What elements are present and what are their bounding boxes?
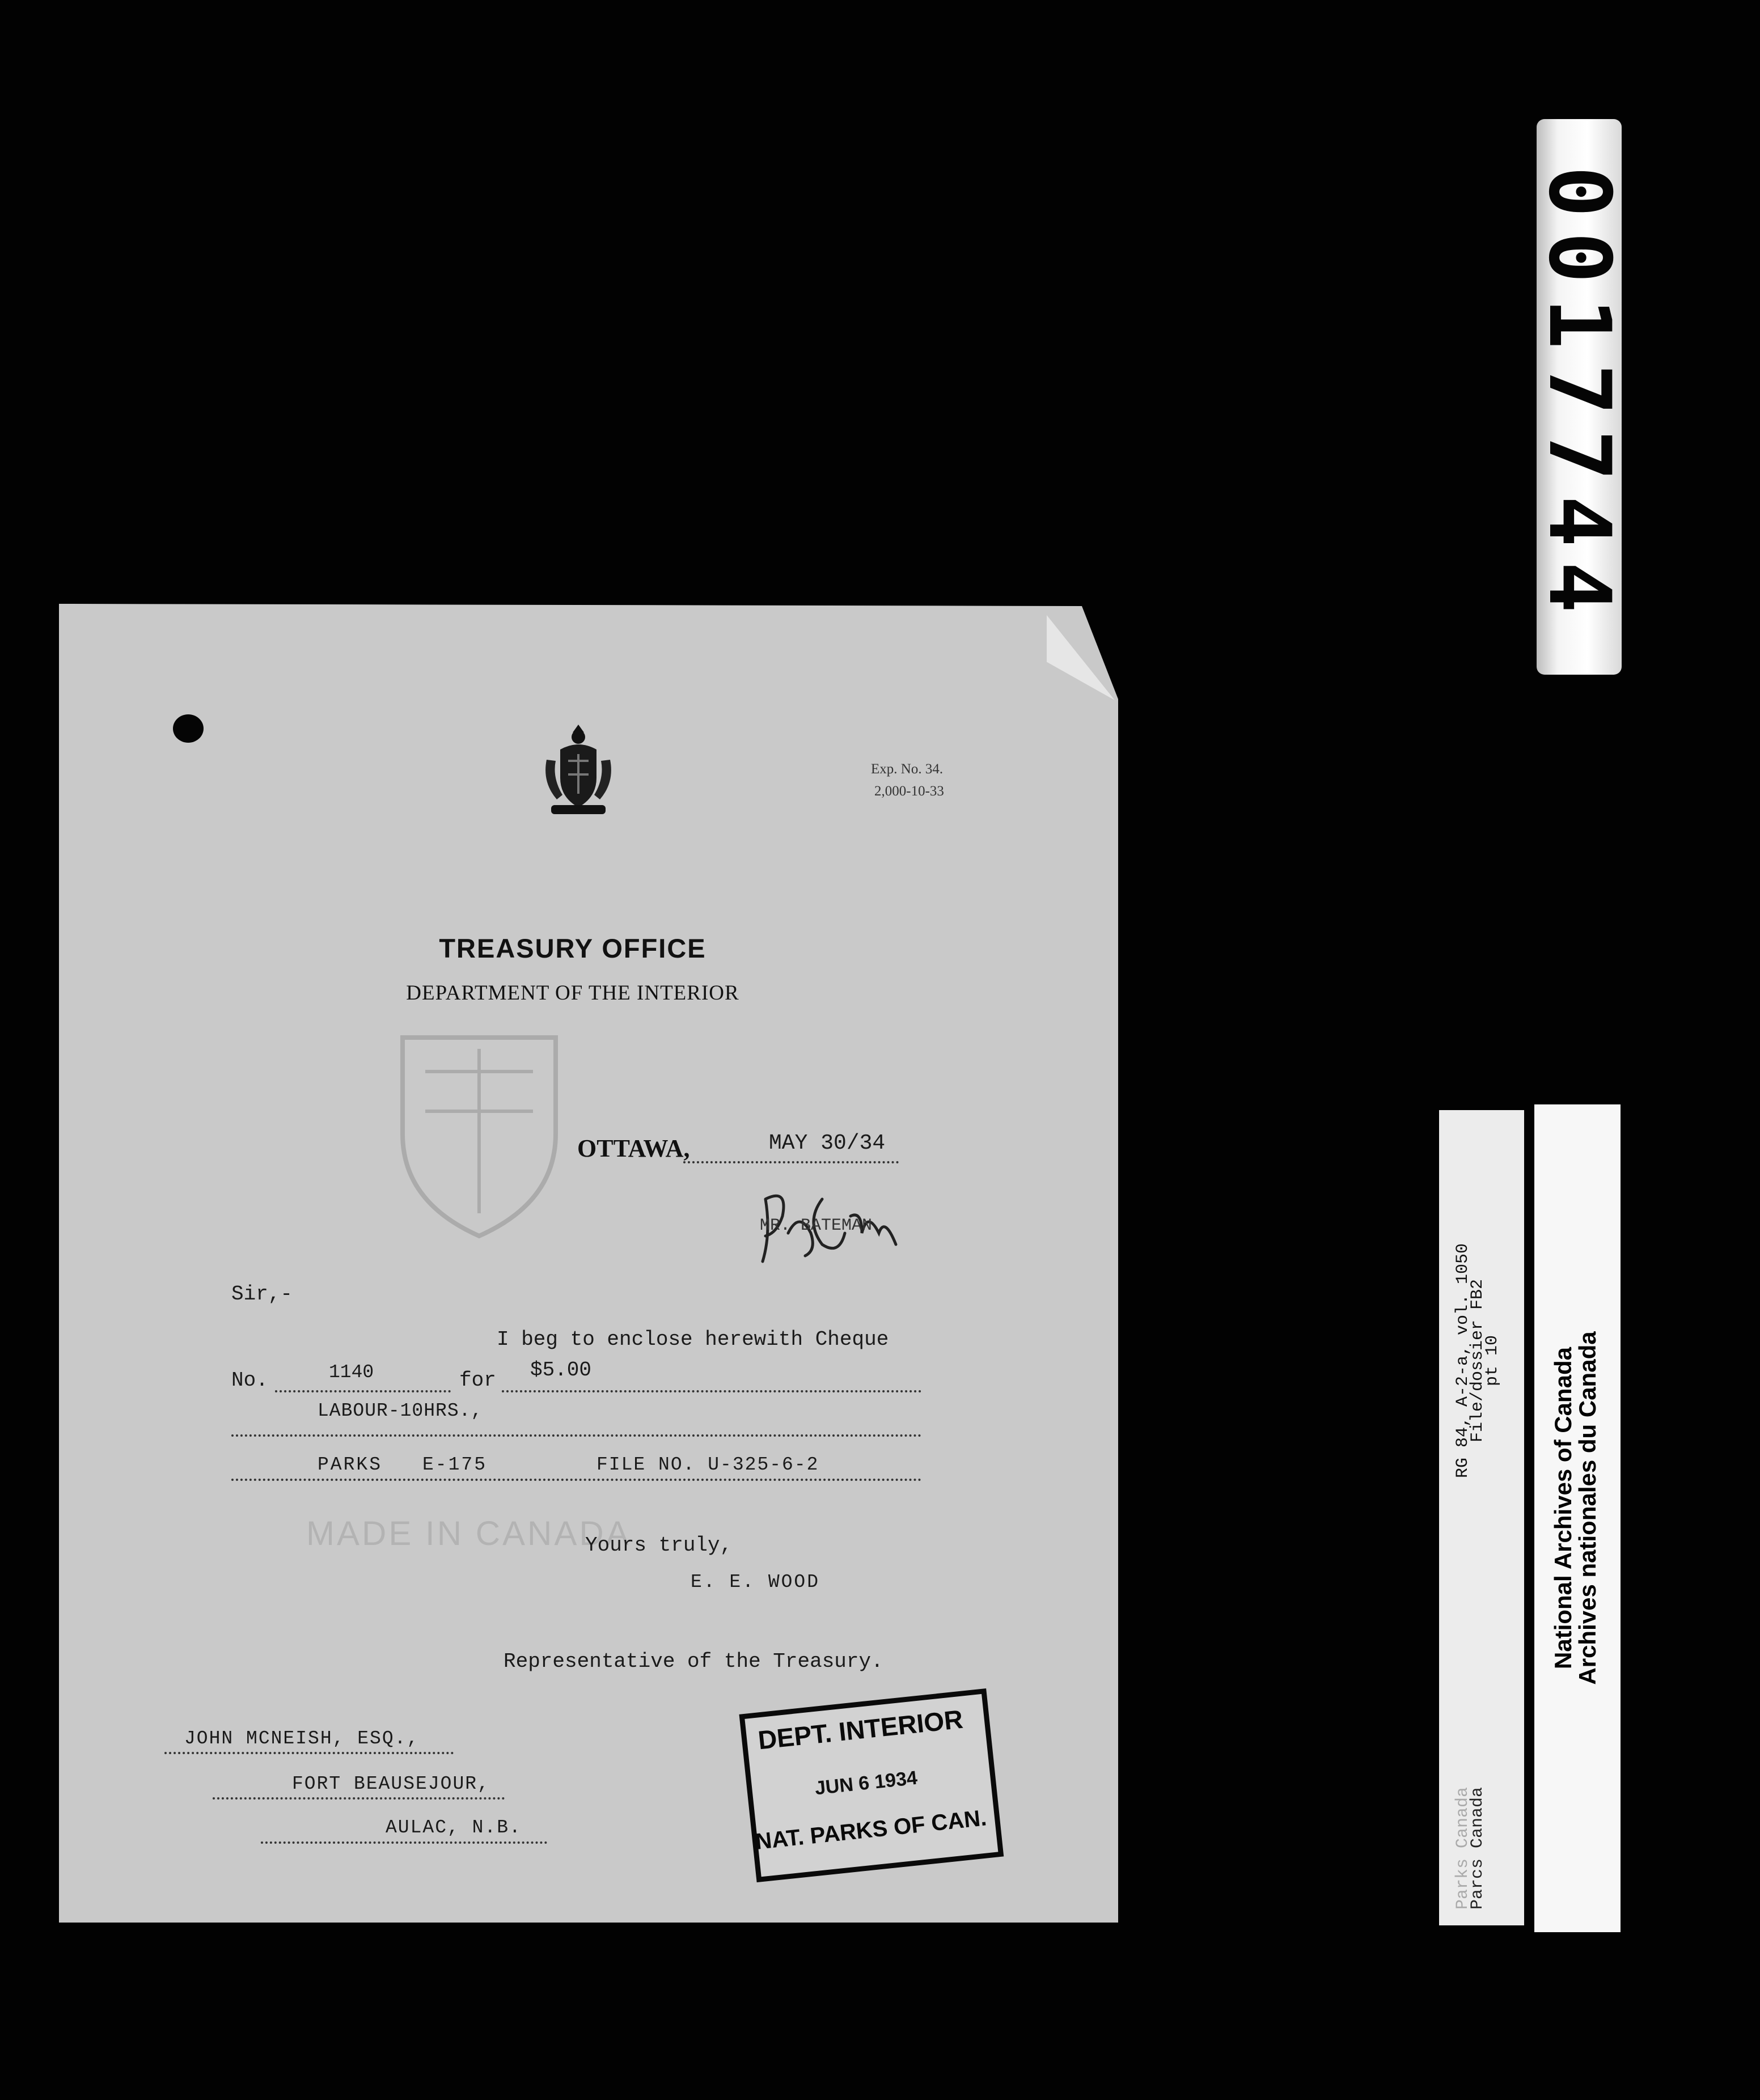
stamp-department: DEPT. INTERIOR xyxy=(756,1704,964,1755)
cheque-purpose: LABOUR-10HRS., xyxy=(318,1400,483,1421)
agency-name-fr: Parcs Canada xyxy=(1468,1786,1487,1910)
print-run: 2,000-10-33 xyxy=(874,784,944,799)
parks-label: PARKS xyxy=(318,1454,383,1475)
signatory-name: E. E. WOOD xyxy=(691,1572,820,1593)
agency-name-en: Parks Canada xyxy=(1453,1786,1473,1910)
parks-code: E-175 xyxy=(422,1454,488,1475)
addressee-name: JOHN MCNEISH, ESQ., xyxy=(184,1728,420,1749)
addressee-place-rule xyxy=(213,1797,505,1800)
file-number: FILE NO. U-325-6-2 xyxy=(596,1454,819,1475)
archive-file-line: File/dossier FB2 xyxy=(1468,1278,1487,1443)
letter-date: MAY 30/34 xyxy=(769,1131,886,1155)
addressee-name-rule xyxy=(164,1752,454,1754)
reference-rule xyxy=(231,1479,921,1481)
archive-part-line: pt 10 xyxy=(1483,1335,1502,1387)
watermark-crest-icon xyxy=(391,1026,567,1242)
received-stamp xyxy=(739,1688,1005,1883)
form-number: Exp. No. 34. xyxy=(871,761,944,777)
stamp-branch: NAT. PARKS OF CAN. xyxy=(754,1805,988,1855)
recipient-clerk-name: MR. BATEMAN xyxy=(760,1216,873,1235)
cheque-amount: $5.00 xyxy=(530,1358,592,1382)
frame-number: 0017744 xyxy=(1530,166,1628,628)
amount-label: for xyxy=(459,1369,496,1392)
archive-reference-line: RG 84, A-2-a, vol. 1050 xyxy=(1453,1243,1473,1479)
cheque-number-label: No. xyxy=(231,1369,268,1392)
signatory-title: Representative of the Treasury. xyxy=(504,1650,883,1673)
cheque-number-rule xyxy=(275,1390,451,1392)
salutation: Sir,- xyxy=(231,1282,293,1306)
addressee-town: AULAC, N.B. xyxy=(386,1817,522,1838)
office-title: TREASURY OFFICE xyxy=(439,933,706,963)
date-rule xyxy=(683,1161,899,1163)
purpose-rule xyxy=(231,1434,921,1437)
paper-watermark: MADE IN CANADA xyxy=(306,1514,631,1552)
punch-hole xyxy=(173,714,204,743)
stamp-date: JUN 6 1934 xyxy=(814,1767,919,1800)
amount-rule xyxy=(502,1390,921,1392)
institution-name-fr: Archives nationales du Canada xyxy=(1574,1331,1601,1685)
addressee-place: FORT BEAUSEJOUR, xyxy=(292,1773,490,1794)
coat-of-arms-icon xyxy=(539,720,618,822)
place-label: OTTAWA, xyxy=(577,1134,690,1162)
closing: Yours truly, xyxy=(585,1534,733,1557)
frame-number-strip xyxy=(1530,119,1628,675)
body-text: I beg to enclose herewith Cheque xyxy=(497,1328,889,1351)
addressee-town-rule xyxy=(261,1841,547,1844)
cheque-number: 1140 xyxy=(329,1362,374,1383)
department-name: DEPARTMENT OF THE INTERIOR xyxy=(406,981,739,1005)
institution-name-en: National Archives of Canada xyxy=(1550,1347,1576,1669)
